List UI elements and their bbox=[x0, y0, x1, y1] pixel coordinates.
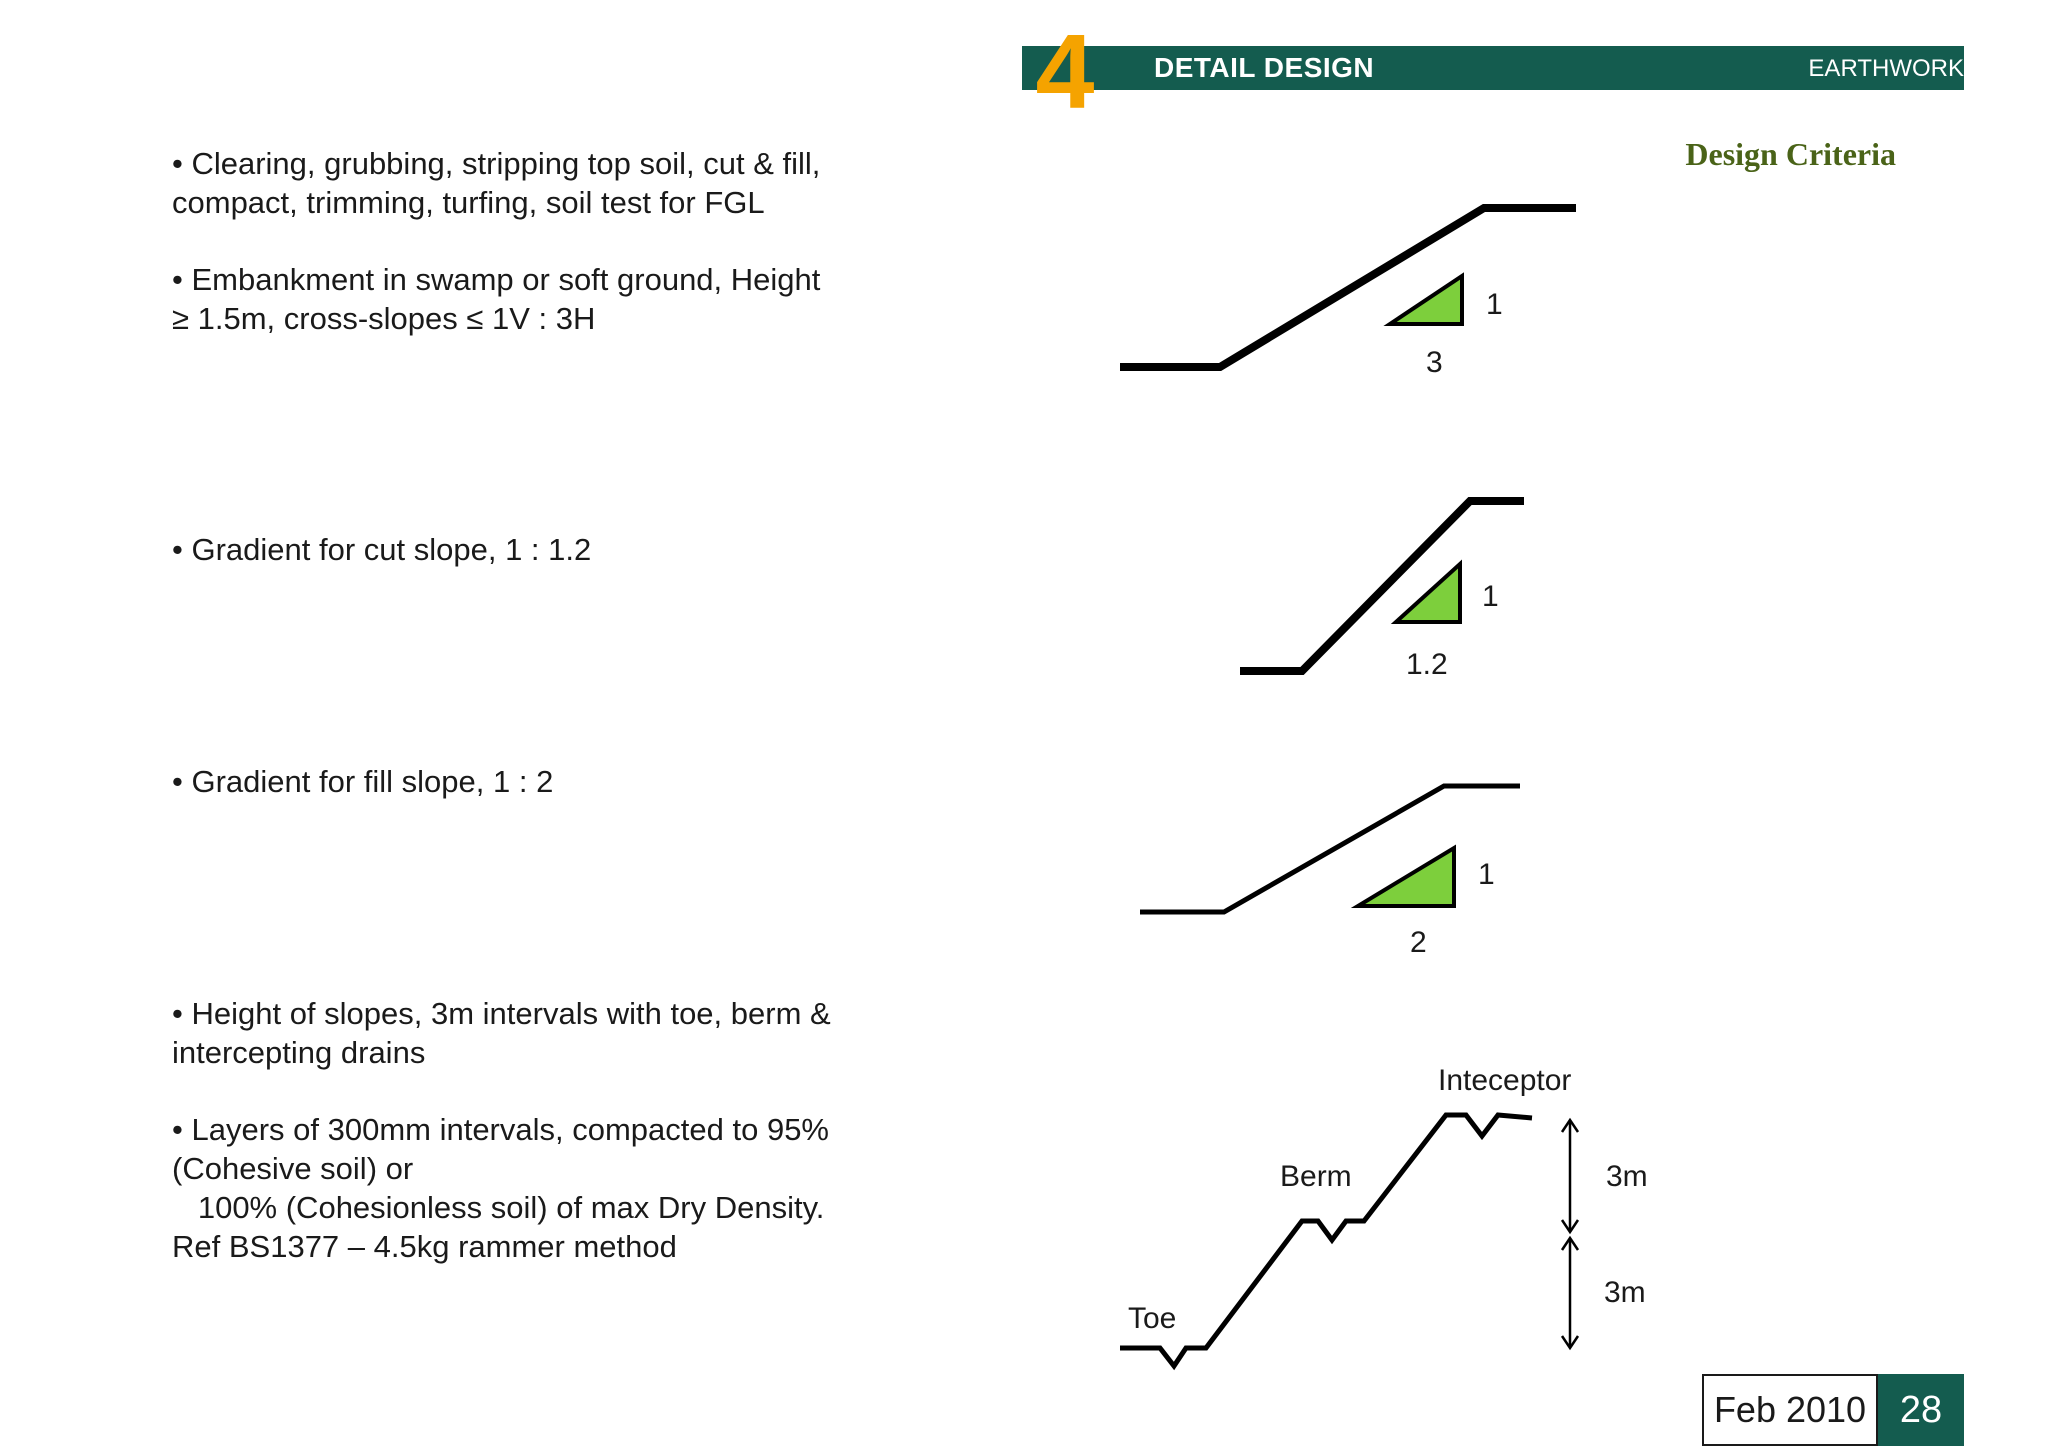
slope-rise-label: 1 bbox=[1486, 288, 1503, 321]
slope-diagram-1-2 bbox=[1140, 786, 1520, 959]
slope-run-label: 3 bbox=[1426, 346, 1443, 379]
slope-profile-line bbox=[1140, 786, 1520, 912]
header-title: DETAIL DESIGN bbox=[1154, 52, 1375, 83]
toe-label: Toe bbox=[1128, 1302, 1177, 1335]
page-subtitle: Design Criteria bbox=[1685, 136, 1896, 172]
slope-rise-label: 1 bbox=[1478, 858, 1495, 891]
bullet-line: (Cohesive soil) or bbox=[172, 1151, 414, 1186]
header-section-label: EARTHWORK bbox=[1808, 55, 1964, 82]
interceptor-label: Inteceptor bbox=[1438, 1064, 1572, 1097]
bullet-line: intercepting drains bbox=[172, 1035, 426, 1070]
bullet-fill-slope bbox=[172, 762, 892, 801]
bullet-line: • Layers of 300mm intervals, compacted to 95% bbox=[172, 1112, 829, 1147]
bullet-slope-height bbox=[172, 994, 892, 1072]
slope-run-label: 2 bbox=[1410, 926, 1427, 959]
section-number: 4 bbox=[1035, 13, 1095, 131]
slope-diagram-1-3 bbox=[1120, 208, 1576, 379]
bullet-line: • Gradient for cut slope, 1 : 1.2 bbox=[172, 532, 592, 567]
dimension-arrow-upper bbox=[1562, 1120, 1578, 1232]
berm-label: Berm bbox=[1280, 1160, 1352, 1193]
bullet-compaction bbox=[172, 1110, 892, 1266]
bullet-line: • Gradient for fill slope, 1 : 2 bbox=[172, 764, 554, 799]
slope-ratio-triangle bbox=[1390, 276, 1462, 324]
bullet-line: • Height of slopes, 3m intervals with toe, berm & bbox=[172, 996, 831, 1031]
slope-profile-line bbox=[1120, 208, 1576, 367]
slope-diagram-1-1-2 bbox=[1240, 501, 1524, 681]
stepped-slope-line bbox=[1120, 1115, 1532, 1366]
dimension-arrow-lower bbox=[1562, 1238, 1578, 1348]
slope-run-label: 1.2 bbox=[1406, 648, 1448, 681]
upper-interval-label: 3m bbox=[1606, 1160, 1648, 1193]
lower-interval-label: 3m bbox=[1604, 1276, 1646, 1309]
footer-date: Feb 2010 bbox=[1702, 1374, 1878, 1446]
bullet-line: Ref BS1377 – 4.5kg rammer method bbox=[172, 1229, 677, 1264]
bullet-line: compact, trimming, turfing, soil test for FGL bbox=[172, 185, 765, 220]
slope-rise-label: 1 bbox=[1482, 580, 1499, 613]
bullet-line: 100% (Cohesionless soil) of max Dry Density. bbox=[172, 1190, 825, 1225]
bullet-line: ≥ 1.5m, cross-slopes ≤ 1V : 3H bbox=[172, 301, 596, 336]
slope-ratio-triangle bbox=[1358, 848, 1454, 906]
bullet-line: • Embankment in swamp or soft ground, Height bbox=[172, 262, 821, 297]
slope-profile-line bbox=[1240, 501, 1524, 671]
bullet-line: • Clearing, grubbing, stripping top soil, cut & fill, bbox=[172, 146, 821, 181]
bullet-embankment bbox=[172, 260, 892, 338]
slope-ratio-triangle bbox=[1396, 564, 1460, 622]
page-number: 28 bbox=[1878, 1374, 1964, 1446]
bullet-clearing bbox=[172, 144, 892, 222]
bullet-cut-slope bbox=[172, 530, 892, 569]
slope-profile-diagram bbox=[1120, 1064, 1648, 1366]
